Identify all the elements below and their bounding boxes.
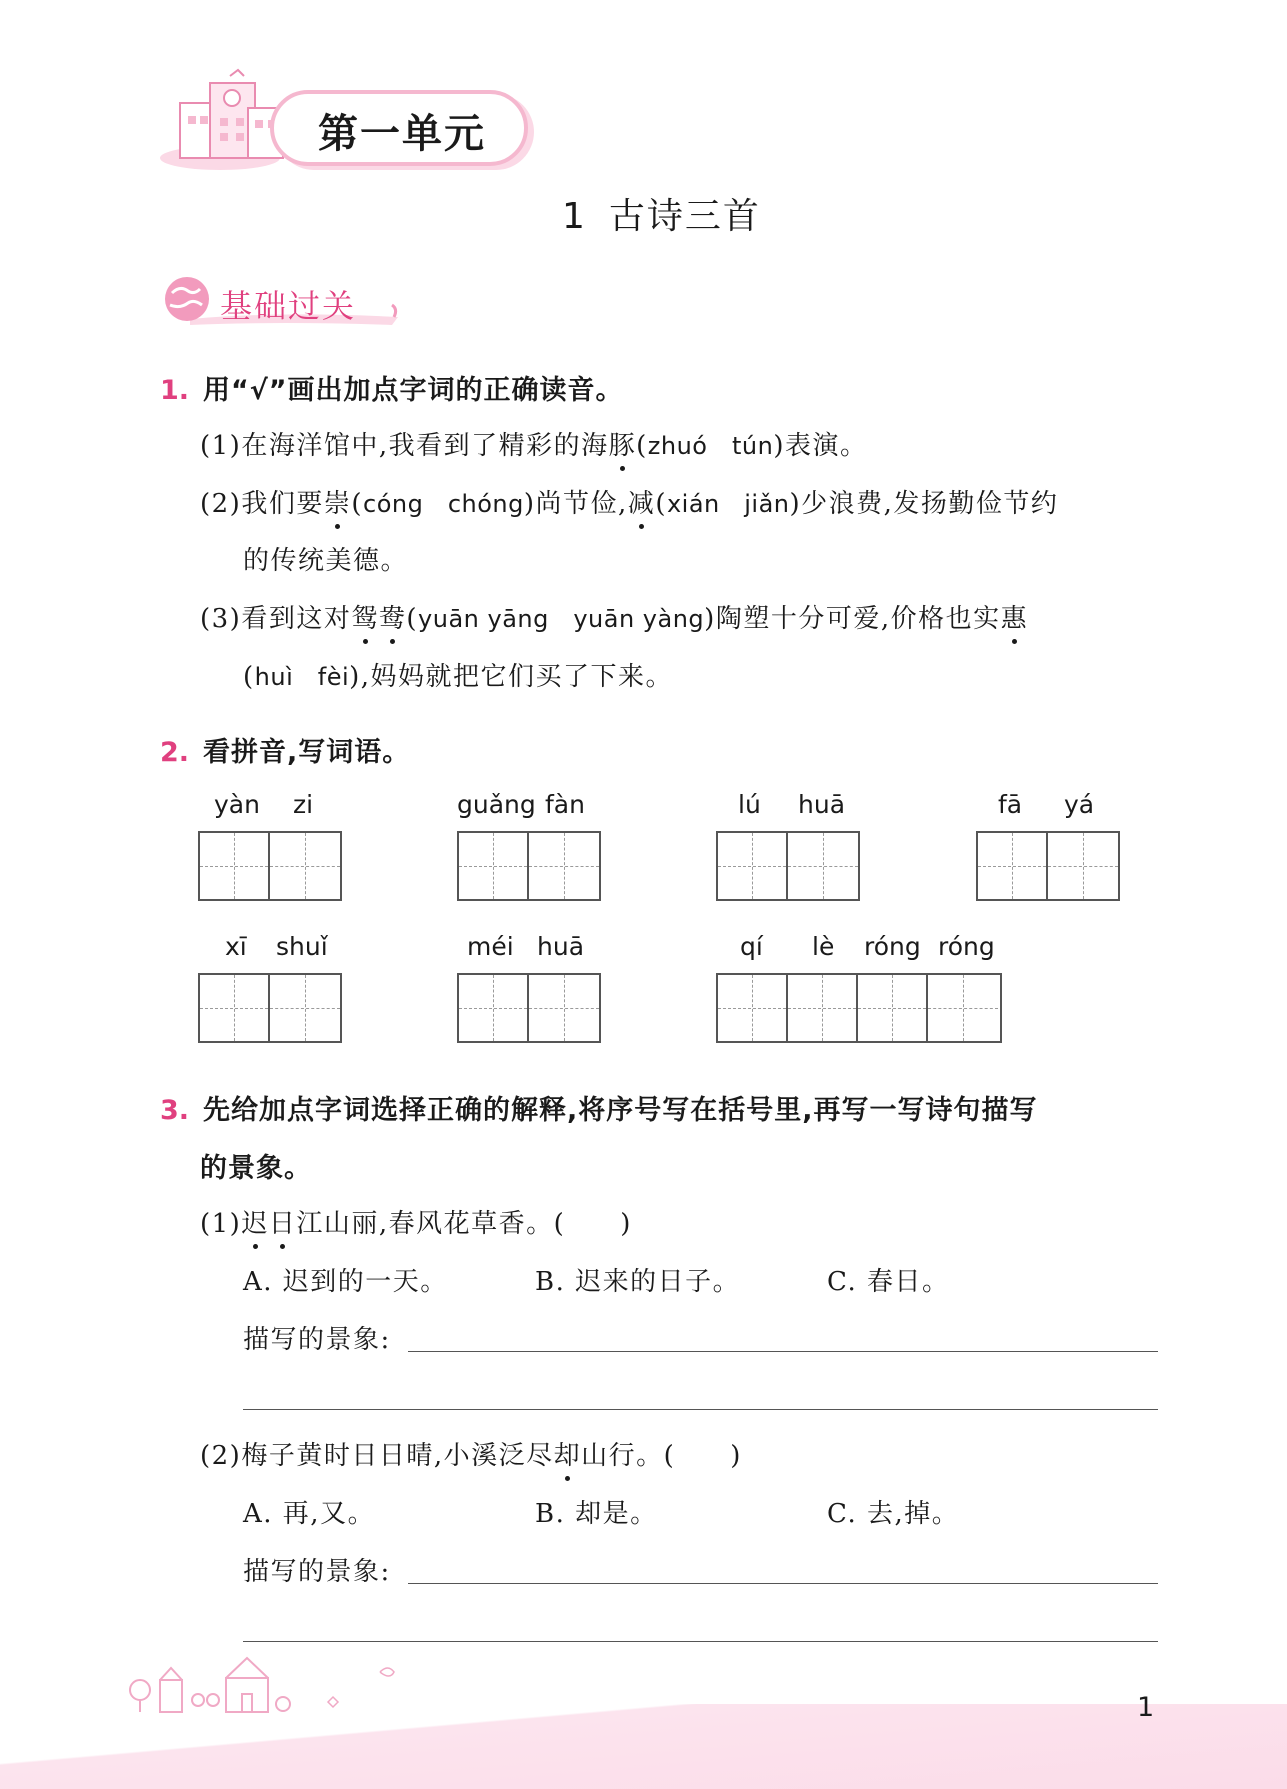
text: ( bbox=[243, 662, 255, 692]
scene-label: 描写的景象: bbox=[243, 1557, 391, 1587]
pinyin: méi bbox=[467, 932, 514, 961]
scene-label: 描写的景象: bbox=[243, 1325, 391, 1355]
q1-item-2 bbox=[200, 483, 1058, 520]
text: ( bbox=[351, 489, 364, 519]
text: ( bbox=[636, 431, 648, 461]
dotted-char: 减 bbox=[628, 483, 656, 520]
pinyin: lú bbox=[738, 790, 761, 819]
q3-part-1 bbox=[200, 1203, 632, 1240]
q1-item-2-cont: 的传统美德。 bbox=[243, 546, 409, 576]
writing-grid[interactable] bbox=[716, 831, 860, 901]
answer-bracket[interactable]: 江山丽,春风花草香。( ) bbox=[296, 1209, 632, 1239]
q1-item-3-cont bbox=[243, 656, 673, 693]
text: )尚节俭, bbox=[523, 489, 628, 519]
question-3 bbox=[160, 1088, 1038, 1127]
pinyin-options[interactable]: cóng chóng bbox=[363, 490, 524, 518]
pinyin: fā bbox=[998, 790, 1023, 819]
option-a[interactable]: A. 再,又。 bbox=[243, 1499, 376, 1529]
pinyin: róng bbox=[864, 932, 921, 961]
pinyin: róng bbox=[938, 932, 995, 961]
section-badge bbox=[160, 275, 410, 327]
q1-item-1 bbox=[200, 425, 867, 462]
page-number: 1 bbox=[1137, 1692, 1155, 1723]
question-1 bbox=[160, 368, 624, 407]
question-number: 3. bbox=[160, 1095, 190, 1126]
q3-part-2 bbox=[200, 1435, 742, 1472]
pinyin: xī bbox=[225, 932, 247, 961]
text: )少浪费,发扬勤俭节约 bbox=[789, 489, 1059, 519]
text: ( bbox=[655, 489, 667, 519]
pinyin: shuǐ bbox=[276, 932, 328, 961]
answer-line[interactable] bbox=[408, 1351, 1158, 1352]
q1-item-3 bbox=[200, 598, 1028, 635]
answer-bracket[interactable]: 山行。( ) bbox=[581, 1441, 742, 1471]
pinyin: zi bbox=[293, 790, 314, 819]
writing-grid[interactable] bbox=[457, 973, 601, 1043]
pinyin: yá bbox=[1064, 790, 1095, 819]
question-number: 2. bbox=[160, 737, 190, 768]
option-c[interactable]: C. 春日。 bbox=[827, 1267, 950, 1297]
dotted-char: 豚 bbox=[609, 425, 637, 462]
dotted-char: 迟 bbox=[241, 1203, 269, 1240]
answer-line[interactable] bbox=[408, 1583, 1158, 1584]
text: (2)梅子黄时日日晴,小溪泛尽 bbox=[200, 1441, 554, 1471]
question-number: 1. bbox=[160, 375, 190, 406]
lesson-name: 古诗三首 bbox=[608, 196, 761, 237]
dotted-char: 鸳 bbox=[351, 598, 379, 635]
answer-line[interactable] bbox=[243, 1641, 1158, 1642]
answer-line[interactable] bbox=[243, 1409, 1158, 1410]
pinyin-options[interactable]: zhuó tún bbox=[647, 432, 774, 460]
option-b[interactable]: B. 迟来的日子。 bbox=[535, 1267, 741, 1297]
lesson-number: 1 bbox=[562, 196, 587, 237]
pinyin-options[interactable]: yuān yāng yuān yàng bbox=[418, 605, 705, 633]
text: (1)在海洋馆中,我看到了精彩的海 bbox=[200, 431, 609, 461]
question-prompt: 用“√”画出加点字词的正确读音。 bbox=[203, 375, 624, 406]
writing-grid[interactable] bbox=[716, 973, 1002, 1043]
text: ),妈妈就把它们买了下来。 bbox=[349, 662, 674, 692]
text: (3)看到这对 bbox=[200, 604, 352, 634]
question-prompt: 看拼音,写词语。 bbox=[203, 737, 411, 768]
question-prompt: 的景象。 bbox=[200, 1153, 312, 1184]
unit-banner bbox=[160, 68, 540, 168]
text: )陶塑十分可爱,价格也实 bbox=[704, 604, 1001, 634]
dotted-char: 崇 bbox=[324, 483, 352, 520]
pinyin: qí bbox=[740, 932, 763, 961]
pinyin: lè bbox=[812, 932, 835, 961]
pinyin: huā bbox=[537, 932, 585, 961]
writing-grid[interactable] bbox=[976, 831, 1120, 901]
writing-grid[interactable] bbox=[457, 831, 601, 901]
question-2 bbox=[160, 730, 410, 769]
pinyin: yàn bbox=[214, 790, 260, 819]
text: ( bbox=[406, 604, 419, 634]
town-illustration-icon bbox=[118, 1650, 418, 1720]
text: (2)我们要 bbox=[200, 489, 324, 519]
option-a[interactable]: A. 迟到的一天。 bbox=[243, 1267, 448, 1297]
writing-grid[interactable] bbox=[198, 973, 342, 1043]
pinyin: fàn bbox=[545, 790, 585, 819]
option-b[interactable]: B. 却是。 bbox=[535, 1499, 658, 1529]
pinyin-options[interactable]: xián jiǎn bbox=[666, 490, 790, 518]
text: )表演。 bbox=[773, 431, 868, 461]
pinyin: huā bbox=[798, 790, 846, 819]
option-c[interactable]: C. 去,掉。 bbox=[827, 1499, 960, 1529]
text: (1) bbox=[200, 1209, 242, 1239]
pinyin: guǎng bbox=[457, 790, 536, 819]
question-prompt: 先给加点字词选择正确的解释,将序号写在括号里,再写一写诗句描写 bbox=[203, 1095, 1038, 1126]
dotted-char: 惠 bbox=[1001, 598, 1029, 635]
pinyin-options[interactable]: huì fèi bbox=[254, 663, 350, 691]
dotted-char: 鸯 bbox=[379, 598, 407, 635]
lesson-title bbox=[562, 188, 761, 239]
dotted-char: 日 bbox=[269, 1203, 297, 1240]
writing-grid[interactable] bbox=[198, 831, 342, 901]
question-3-cont bbox=[200, 1146, 312, 1185]
dotted-char: 却 bbox=[554, 1435, 582, 1472]
section-title: 基础过关 bbox=[220, 287, 357, 325]
unit-title: 第一单元 bbox=[318, 111, 486, 157]
